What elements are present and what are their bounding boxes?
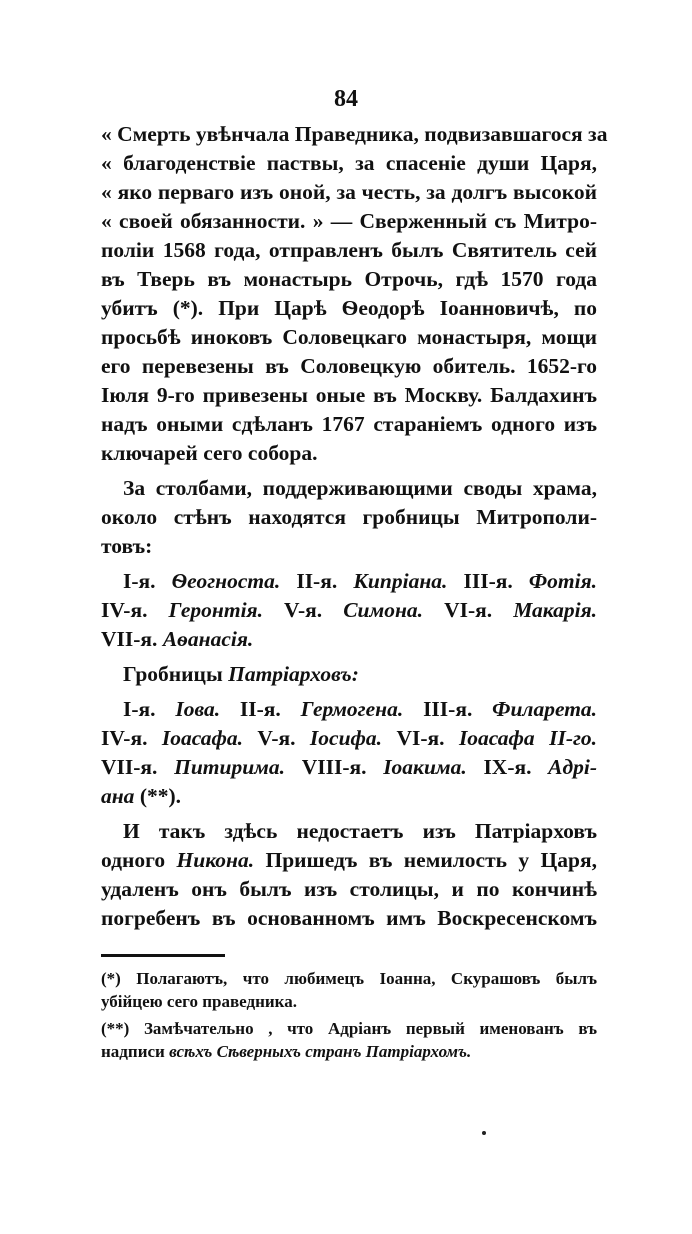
footnote-line: убійцею сего праведника. [101, 992, 297, 1011]
list-line [101, 782, 597, 811]
text-fragment: одного [101, 848, 177, 872]
footnote-divider [101, 954, 225, 957]
footnote-ref: (**). [134, 784, 182, 808]
list-line [101, 567, 597, 596]
tomb-name: Макарія. [513, 598, 598, 622]
text-line: въ Тверь въ монастырь Отрочь, гдѣ 1570 года [101, 267, 597, 291]
tomb-name: Ѳеогноста. [171, 569, 281, 593]
tomb-name: Адрі- [548, 755, 598, 779]
text-line: просьбѣ иноковъ Соловецкаго монастыря, мощи [101, 325, 597, 349]
tomb-number: VII-я. [101, 755, 158, 779]
text-fragment: надписи [101, 1042, 170, 1061]
patriarchs-list [101, 695, 597, 811]
paragraph-3 [101, 817, 597, 933]
footnotes [101, 967, 597, 1063]
footnote-line [101, 1040, 597, 1063]
patriarchs-heading [101, 660, 597, 689]
text-line: надъ оными сдѣланъ 1767 стараніемъ одного изъ [101, 412, 597, 436]
text-line: поліи 1568 года, отправленъ былъ Святитель сей [101, 238, 597, 262]
tomb-number: III-я. [463, 569, 513, 593]
heading-prefix: Гробницы [123, 662, 223, 686]
text-line: убитъ (*). При Царѣ Ѳеодорѣ Іоанновичѣ, по [101, 296, 597, 320]
tomb-number: VI-я. [396, 726, 445, 750]
tomb-name: Фотія. [528, 569, 598, 593]
tomb-number: III-я. [423, 697, 473, 721]
tomb-number: II-я. [239, 697, 281, 721]
text-fragment: Пришедъ въ немилость у Царя, [254, 848, 597, 872]
metropolitans-list [101, 567, 597, 654]
heading-word: Патріарховъ: [228, 662, 359, 686]
tomb-name: Кипріана. [353, 569, 448, 593]
tomb-number: IV-я. [101, 726, 148, 750]
tomb-name: Питирима. [174, 755, 286, 779]
list-line [101, 596, 597, 625]
tomb-name: Іосифа. [309, 726, 383, 750]
tomb-name: Іоакима. [383, 755, 467, 779]
tomb-name: Іоасафа II-го. [458, 726, 598, 750]
tomb-number: VII-я. [101, 627, 158, 651]
text-line: удаленъ онъ былъ изъ столицы, и по кончинѣ [101, 877, 597, 901]
tomb-name: Іоасафа. [161, 726, 243, 750]
tomb-number: VIII-я. [301, 755, 367, 779]
text-line: За столбами, поддерживающими своды храма, [123, 476, 597, 500]
tomb-number: V-я. [257, 726, 296, 750]
footnote-line: (*) Полагаютъ, что любимецъ Іоанна, Скурашовъ былъ [101, 969, 597, 988]
footnote-2 [101, 1017, 597, 1063]
italic-fragment: всѣхъ Сѣверныхъ странъ Патріархомъ. [169, 1042, 472, 1061]
text-line: « Смерть увѣнчала Праведника, подвизавшагося за [101, 122, 608, 146]
tomb-number: VI-я. [444, 598, 493, 622]
tomb-number: I-я. [123, 697, 156, 721]
text-line [101, 846, 597, 875]
main-text [101, 120, 608, 933]
section-heading [101, 660, 597, 689]
tomb-number: IV-я. [101, 598, 148, 622]
page-number: 84 [334, 86, 358, 112]
tomb-number: V-я. [284, 598, 323, 622]
tomb-number: I-я. [123, 569, 156, 593]
text-line: « своей обязанности. » — Сверженный съ Митро- [101, 209, 597, 233]
list-line [101, 724, 597, 753]
list-line [101, 753, 597, 782]
tomb-number: II-я. [296, 569, 338, 593]
list-line [101, 625, 597, 654]
text-line: его перевезены въ Соловецкую обитель. 1652-го [101, 354, 597, 378]
text-line: И такъ здѣсь недостаетъ изъ Патріарховъ [123, 819, 597, 843]
tomb-name: Филарета. [492, 697, 598, 721]
text-line: погребенъ въ основанномъ имъ Воскресенскомъ [101, 906, 597, 930]
list-line [101, 695, 597, 724]
tomb-name: Іова. [175, 697, 221, 721]
tomb-name: Аѳанасія. [162, 627, 254, 651]
tomb-name: Симона. [343, 598, 424, 622]
tomb-number: IX-я. [483, 755, 532, 779]
tomb-name: Геронтія. [168, 598, 263, 622]
name-fragment: Никона. [176, 848, 255, 872]
tomb-name: Гермогена. [300, 697, 404, 721]
text-line: около стѣнъ находятся гробницы Митрополи- [101, 505, 597, 529]
ink-speck [482, 1131, 486, 1135]
tomb-name: ана [101, 784, 135, 808]
paragraph-2 [101, 474, 597, 561]
text-line: Іюля 9-го привезены оные въ Москву. Балдахинъ [101, 383, 597, 407]
footnote-line: (**) Замѣчательно , что Адріанъ первый именованъ въ [101, 1019, 597, 1038]
text-line: « яко перваго изъ оной, за честь, за долгъ высокой [101, 180, 597, 204]
text-line: ключарей сего собора. [101, 441, 318, 465]
footnote-1 [101, 967, 597, 1013]
text-line: товъ: [101, 534, 153, 558]
paragraph-1 [101, 120, 608, 468]
text-line: « благоденствіе паствы, за спасеніе души Царя, [101, 151, 597, 175]
